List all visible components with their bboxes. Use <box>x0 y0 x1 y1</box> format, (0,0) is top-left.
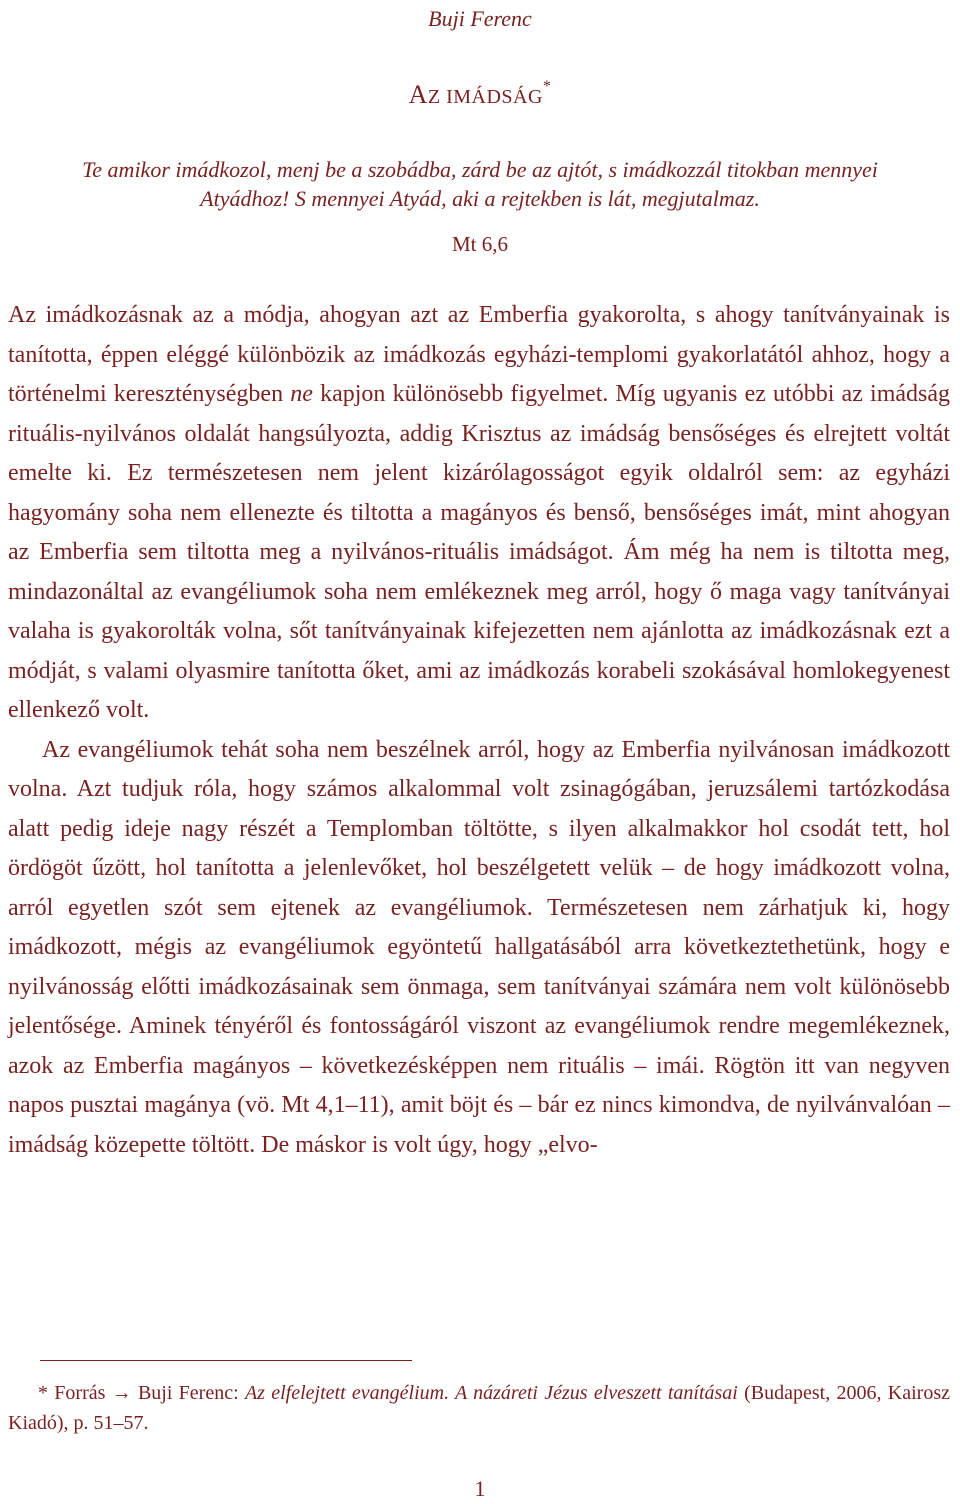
epigraph-reference: Mt 6,6 <box>451 232 508 256</box>
footnote-label: Forrás <box>54 1382 106 1404</box>
footnote-publication: (Budapest, 2006, Kairosz Kiadó), p. 51–57. <box>8 1382 950 1434</box>
footnote-divider <box>40 1360 412 1361</box>
footnote-author: Buji Ferenc: <box>137 1382 239 1404</box>
paragraph-1-part1: Az imádkozásnak az a módja, ahogyan azt az Emberfia gyakorolta, s ahogy tanítványainak is tanította, éppen eléggé különbözik az imádkozás egyházi-templomi gyakorlatától ahhoz, hogy a történelmi kereszténységben <box>8 302 950 407</box>
body-text <box>8 296 950 1165</box>
footnote-marker[interactable]: * <box>542 78 552 95</box>
title-initial: A <box>408 80 428 109</box>
footnote-book-title: Az elfelejtett evangélium. A názáreti Jézus elveszett tanításai <box>244 1382 738 1404</box>
chapter-title <box>0 80 960 110</box>
page-number: 1 <box>474 1476 486 1501</box>
paragraph-1-part2: kapjon különösebb figyelmet. Míg ugyanis ez utóbbi az imádság rituális-nyilvános oldalát hangsúlyozta, addig Krisztus az imádság bensőséges és elrejtett voltát emelte ki. Ez természetesen nem jelent kizárólagosságot egyik oldalról sem: az egyházi hagyomány soha nem ellenezte és tiltotta a magányos és benső, bensőséges imát, mint ahogyan az Emberfia sem tiltotta meg a nyilvános-rituális imádságot. Ám még ha nem is tiltotta meg, mindazonáltal az evangéliumok soha nem emlékeznek meg arról, hogy ő maga vagy tanítványai valaha is gyakorolták volna, sőt tanítványainak kifejezetten nem ajánlotta az imádkozásnak ezt a módját, s valami olyasmire tanította őket, ami az imádkozás korabeli szokásával homlokegyenest ellenkező volt. <box>8 381 951 723</box>
footnote-marker-text: * <box>38 1382 48 1404</box>
epigraph-quote: Te amikor imádkozol, menj be a szobádba, zárd be az ajtót, s imádkozzál titokban mennyei Atyádhoz! S mennyei Atyád, aki a rejtekben is lát, megjutalmaz. <box>82 157 878 211</box>
paragraph-2: Az evangéliumok tehát soha nem beszélnek arról, hogy az Emberfia nyilvánosan imádkozott volna. Azt tudjuk róla, hogy számos alkalommal volt zsinagógában, jeruzsálemi tartózkodása alatt pedig ideje nagy részét a Templomban töltötte, s ilyen alkalmakkor hol csodát tett, hol ördögöt űzött, hol tanította a jelenlevőket, hol beszélgetett velük – de hogy imádkozott volna, arról egyetlen szót sem ejtenek az evangéliumok. Természetesen nem zárhatjuk ki, hogy imádkozott, mégis az evangéliumok egyöntetű hallgatásából arra következtethetünk, hogy e nyilvánosság előtti imádkozásainak sem önmaga, sem tanítványai számára nem volt különösebb jelentősége. Aminek tényéről és fontosságáról viszont az evangéliumok rendre megemlékeznek, azok az Emberfia magányos – következésképpen nem rituális – imái. Rögtön itt van negyven napos pusztai magánya (vö. Mt 4,1–11), amit böjt és – bár ez nincs kimondva, de nyilvánvalóan – imádság közepette töltött. De máskor is volt úgy, hogy „elvo- <box>8 736 950 1158</box>
title-small-caps: Z IMÁDSÁG <box>427 86 543 108</box>
footnote <box>8 1378 950 1438</box>
paragraph-1 <box>8 296 950 731</box>
emphasis-ne: ne <box>290 381 313 407</box>
running-header-author: Buji Ferenc <box>428 6 532 31</box>
arrow-right-icon: → <box>111 1382 132 1404</box>
